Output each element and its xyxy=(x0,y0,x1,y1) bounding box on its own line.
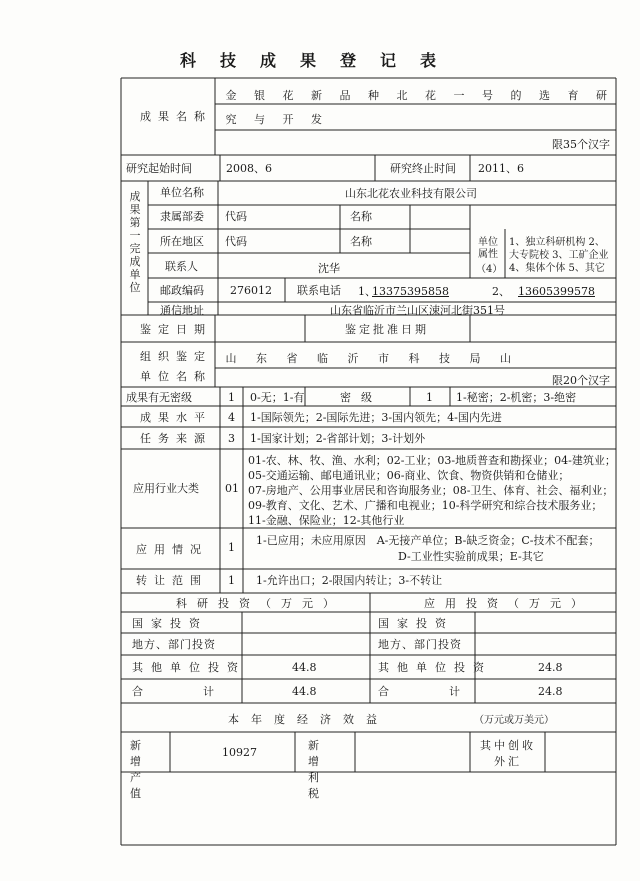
dept-code-label: 代码 xyxy=(225,210,247,223)
research-invest-header: 科研投资（万元） xyxy=(176,597,344,610)
phone2-prefix: 2、 xyxy=(492,285,510,298)
output-value[interactable]: 10927 xyxy=(222,746,257,759)
unit-attr-value[interactable]: （4） xyxy=(476,264,503,275)
end-time-value[interactable]: 2011、6 xyxy=(478,162,524,175)
char-cell: 沂 xyxy=(347,352,359,365)
region-code-label: 代码 xyxy=(225,235,247,248)
address-value[interactable]: 山东省临沂市兰山区涑河北街351号 xyxy=(330,304,505,317)
appraisal-date-label: 鉴定日期 xyxy=(140,323,212,336)
application-line-2: D-工业性实验前成果；E-其它 xyxy=(398,550,544,563)
application-invest-row-label: 其他单位投资 xyxy=(378,661,492,674)
org-label-line2: 单位名称 xyxy=(140,370,212,383)
dept-label: 隶属部委 xyxy=(160,210,204,223)
application-value[interactable]: 1 xyxy=(228,541,235,554)
address-label: 通信地址 xyxy=(160,304,204,317)
char-cell: 种 xyxy=(368,89,379,102)
char-cell: 究 xyxy=(225,113,237,126)
source-label: 任务来源 xyxy=(140,432,212,445)
source-value[interactable]: 3 xyxy=(228,432,235,445)
secret-level-options: 1-秘密；2-机密；3-绝密 xyxy=(456,391,577,404)
research-invest-value[interactable]: 44.8 xyxy=(292,661,317,674)
char-cell: 花 xyxy=(425,89,436,102)
char-cell: 号 xyxy=(482,89,493,102)
profit-label: 新增利税 xyxy=(308,739,329,800)
unit-side-label: 成果第一完成单位 xyxy=(129,190,141,294)
phone2-value[interactable]: 13605399578 xyxy=(518,285,595,298)
transfer-options: 1-允许出口；2-限国内转让；3-不转让 xyxy=(256,574,443,587)
result-name-label: 成果名称 xyxy=(140,110,212,123)
output-label: 新增产值 xyxy=(130,739,149,800)
secret-options: 0-无；1-有 xyxy=(250,391,305,404)
char-cell: 山 xyxy=(500,352,511,365)
secret-level-label: 密级 xyxy=(340,391,382,404)
form-title: 科技成果登记表 xyxy=(179,51,460,70)
result-name-limit: 限35个汉字 xyxy=(552,138,610,151)
approval-date-label: 鉴定批准日期 xyxy=(345,323,429,336)
postcode-value[interactable]: 276012 xyxy=(230,284,272,297)
dept-name-label: 名称 xyxy=(350,210,372,223)
char-cell: 省 xyxy=(286,352,298,365)
region-label: 所在地区 xyxy=(160,235,204,248)
research-invest-row-label: 国家投资 xyxy=(132,617,208,630)
char-cell: 研 xyxy=(596,89,607,102)
char-cell: 山 xyxy=(225,352,237,365)
research-invest-row-label: 地方、部门投资 xyxy=(132,638,216,651)
char-cell: 临 xyxy=(317,352,328,365)
postcode-label: 邮政编码 xyxy=(160,284,204,297)
application-invest-row-label: 合计 xyxy=(378,685,520,698)
start-time-value[interactable]: 2008、6 xyxy=(226,162,272,175)
char-cell: 花 xyxy=(282,89,294,102)
transfer-value[interactable]: 1 xyxy=(228,574,235,587)
application-invest-value[interactable]: 24.8 xyxy=(538,661,563,674)
unit-name-value[interactable]: 山东北花农业科技有限公司 xyxy=(345,187,477,200)
industry-line-4: 09-教育、文化、艺术、广播和电视业；10-科学研究和综合技术服务业； xyxy=(248,499,603,512)
application-invest-header: 应用投资（万元） xyxy=(424,597,592,610)
level-options: 1-国际领先；2-国际先进；3-国内领先；4-国内先进 xyxy=(250,411,502,424)
org-limit: 限20个汉字 xyxy=(552,374,610,387)
start-time-label: 研究起始时间 xyxy=(126,162,192,175)
char-cell: 育 xyxy=(567,89,579,102)
secret-level-value[interactable]: 1 xyxy=(426,391,433,404)
phone1-value[interactable]: 13375395858 xyxy=(372,285,449,298)
research-invest-value[interactable]: 44.8 xyxy=(292,685,317,698)
char-cell: 北 xyxy=(396,89,408,102)
secret-value[interactable]: 1 xyxy=(228,391,235,404)
unit-name-label: 单位名称 xyxy=(160,186,204,199)
char-cell: 一 xyxy=(453,89,465,102)
industry-line-5: 11-金融、保险业；12-其他行业 xyxy=(248,514,405,527)
benefit-header-unit: （万元或万美元） xyxy=(474,715,554,726)
research-invest-row-label: 其他单位投资 xyxy=(132,661,246,674)
benefit-header: 本年度经济效益 xyxy=(228,713,389,726)
char-cell: 发 xyxy=(311,113,322,126)
char-cell: 市 xyxy=(378,352,389,365)
phone1-prefix: 1、 xyxy=(358,285,376,298)
secret-label: 成果有无密级 xyxy=(126,391,192,404)
application-line-1: 1-已应用；未应用原因 A-无接产单位；B-缺乏资金；C-技术不配套； xyxy=(256,534,600,547)
end-time-label: 研究终止时间 xyxy=(390,162,456,175)
unit-attr-options: 1、独立科研机构 2、大专院校 3、工矿企业 4、集体个体 5、其它 xyxy=(509,237,609,274)
char-cell: 选 xyxy=(539,89,550,102)
industry-label: 应用行业大类 xyxy=(133,482,199,495)
char-cell: 局 xyxy=(469,352,481,365)
application-invest-value[interactable]: 24.8 xyxy=(538,685,563,698)
char-cell: 品 xyxy=(339,89,351,102)
char-cell: 金 xyxy=(225,89,237,102)
char-cell: 技 xyxy=(439,352,450,365)
transfer-label: 转让范围 xyxy=(136,574,208,587)
industry-line-1: 01-农、林、牧、渔、水利；02-工业；03-地质普查和勘探业；04-建筑业； xyxy=(248,454,616,467)
org-label-line1: 组织鉴定 xyxy=(140,350,212,363)
phone-label: 联系电话 xyxy=(297,284,341,297)
unit-attr-label: 单位属性 xyxy=(478,237,498,260)
industry-line-3: 07-房地产、公用事业居民和咨询服务业；08-卫生、体育、社会、福利业； xyxy=(248,484,614,497)
industry-value[interactable]: 01 xyxy=(225,482,239,495)
application-invest-row-label: 国家投资 xyxy=(378,617,454,630)
char-cell: 的 xyxy=(510,89,522,102)
region-name-label: 名称 xyxy=(350,235,372,248)
industry-line-2: 05-交通运输、邮电通讯业；06-商业、饮食、物资供销和仓储业； xyxy=(248,469,570,482)
contact-label: 联系人 xyxy=(165,260,198,273)
source-options: 1-国家计划；2-省部计划；3-计划外 xyxy=(250,432,426,445)
application-label: 应用情况 xyxy=(136,543,208,556)
export-label: 其中创收外汇 xyxy=(480,739,536,768)
application-invest-row-label: 地方、部门投资 xyxy=(378,638,462,651)
research-invest-row-label: 合计 xyxy=(132,685,274,698)
char-cell: 银 xyxy=(254,89,265,102)
char-cell: 与 xyxy=(254,113,265,126)
char-cell: 新 xyxy=(311,89,322,102)
char-cell: 科 xyxy=(408,352,420,365)
level-label: 成果水平 xyxy=(140,411,212,424)
level-value[interactable]: 4 xyxy=(228,411,235,424)
char-cell: 开 xyxy=(282,113,294,126)
char-cell: 东 xyxy=(256,352,267,365)
contact-value[interactable]: 沈华 xyxy=(318,262,340,275)
